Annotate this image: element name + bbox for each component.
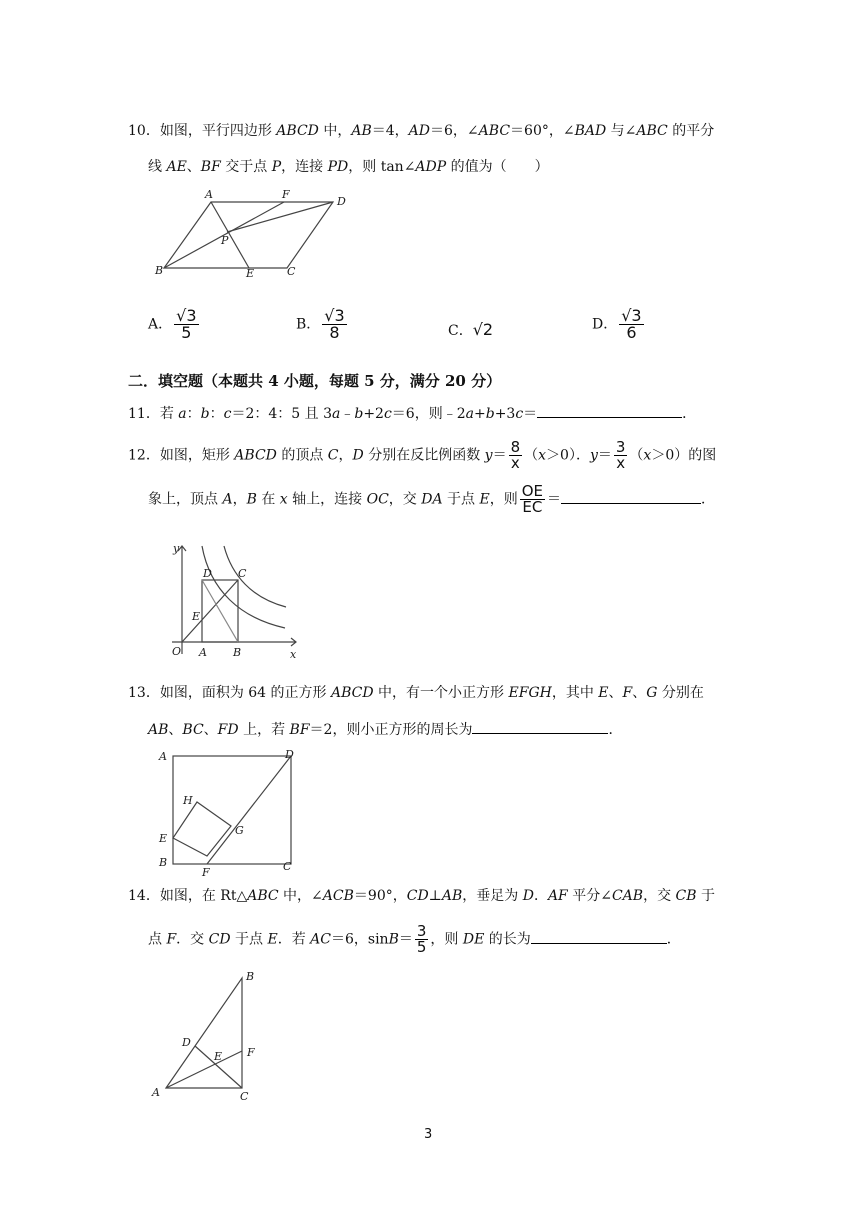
q14-number: 14． (128, 888, 160, 904)
math-variable: ADP (415, 159, 447, 175)
math-variable: b (485, 406, 495, 422)
text-run: ， (338, 447, 353, 464)
text-run: 于点 (230, 931, 268, 948)
label-a: A (159, 750, 167, 763)
text-run: 平分∠ (567, 888, 612, 904)
text-run: ， (232, 491, 247, 508)
option-c-value: √2 (472, 320, 494, 339)
math-variable: b (200, 406, 210, 422)
math-variable: DA (421, 491, 443, 508)
line-af (166, 1051, 242, 1088)
text-run: 轴上，连接 (287, 491, 367, 508)
text-run: 中，有一个小正方形 (373, 685, 509, 701)
text-run: 线 (148, 159, 167, 175)
math-variable: ABCD (234, 447, 277, 464)
text-run: 如图，平行四边形 (159, 123, 277, 139)
text-run: 中， (318, 123, 352, 139)
math-variable: a (331, 406, 341, 422)
text-run: ＞0）的图 (651, 447, 717, 464)
text-run: 如图，在 Rt△ (159, 888, 248, 904)
math-variable: CB (675, 888, 697, 904)
label-c: C (287, 265, 296, 278)
q11-line: 11．若 a：b：c＝2：4：5 且 3a﹣b+2c＝6，则﹣2a+b+3c＝ ． (128, 403, 696, 424)
label-d: D (285, 748, 294, 761)
text-run: 分别在反比例函数 (363, 447, 485, 464)
label-e: E (192, 610, 201, 623)
label-c: C (238, 567, 247, 580)
math-variable: CAB (611, 888, 644, 904)
q14-fraction-3-over-5: $\frac{3}{5}$ (416, 922, 427, 956)
label-h: H (183, 794, 193, 807)
q13-answer-blank[interactable] (472, 719, 608, 734)
text-run: 、 (608, 685, 623, 701)
square-efgh (173, 802, 231, 856)
line-oc (182, 580, 238, 642)
text-run: 与∠ (606, 123, 637, 139)
q12-number: 12． (128, 447, 160, 464)
triangle-abc (166, 978, 242, 1088)
label-b: B (155, 264, 164, 277)
math-variable: DE (462, 931, 485, 948)
text-run: 的顶点 (276, 447, 328, 464)
text-run: 于点 (442, 491, 480, 508)
q14-triangle-figure (148, 966, 268, 1106)
label-c: C (240, 1090, 249, 1103)
option-b[interactable]: B． $\frac{√3}{8}$ (296, 306, 345, 342)
text-run: ﹣ (340, 406, 355, 422)
text-run: 、 (168, 722, 183, 738)
math-variable: P (271, 159, 282, 175)
text-run: 的长为 (484, 931, 531, 948)
text-run: ＝ (597, 447, 612, 464)
math-variable: AB (148, 722, 169, 738)
text-run: （ (524, 447, 539, 464)
math-variable: y (589, 447, 598, 464)
text-run: 如图，面积为 64 的正方形 (159, 685, 331, 701)
math-variable: AF (547, 888, 568, 904)
text-run: 分别在 (657, 685, 704, 701)
text-run: +2 (363, 406, 384, 422)
math-variable: b (354, 406, 364, 422)
math-variable: EFGH (508, 685, 552, 701)
math-variable: c (223, 406, 232, 422)
option-c[interactable]: C．√2 (448, 320, 494, 339)
text-run: +3 (494, 406, 516, 422)
text-run: ，交 (388, 491, 422, 508)
text-run: ，则 tan∠ (348, 159, 416, 175)
q10-text-line2 (148, 159, 549, 175)
text-run: 、 (203, 722, 218, 738)
math-variable: AC (310, 931, 331, 948)
math-variable: AB (441, 888, 463, 904)
text-run: 中，∠ (278, 888, 323, 904)
text-run: 交于点 (220, 159, 272, 175)
math-variable: BC (182, 722, 204, 738)
option-b-den: 8 (322, 324, 346, 341)
text-run: ＝6，sin (330, 931, 389, 948)
label-e: E (214, 1050, 223, 1063)
text-run: ．交 (176, 931, 209, 948)
math-variable: CD (406, 888, 429, 904)
math-variable: ABC (636, 123, 668, 139)
math-variable: BF (200, 159, 221, 175)
text-run: ＝6，∠ (430, 123, 479, 139)
math-variable: x (279, 491, 288, 508)
text-run: 于 (696, 888, 715, 904)
q14-line2: 点 F．交 CD 于点 E．若 AC＝6，sinB＝ $\frac{3}{5}$ ，则 DE 的长为 ． (148, 922, 681, 956)
text-run: 、 (632, 685, 647, 701)
q12-fraction-3-over-x: $\frac{3}{x}$ (615, 438, 626, 472)
label-y: y (173, 542, 180, 555)
text-run: （ (629, 447, 644, 464)
math-variable: AB (351, 123, 372, 139)
section-2-title: 二．填空题（本题共 4 小题，每题 5 分，满分 20 分） (128, 372, 502, 390)
q12-rectangle-figure (160, 540, 305, 662)
label-a: A (205, 188, 213, 201)
text-run: 、 (186, 159, 201, 175)
q14-answer-blank[interactable] (531, 929, 667, 944)
text-run: ，连接 (281, 159, 328, 175)
q13-line2: AB、BC、FD 上，若 BF＝2，则小正方形的周长为 ． (148, 719, 622, 740)
text-run: ＝2：4：5 且 3 (231, 406, 332, 422)
text-run: ＝2，则小正方形的周长为 (309, 722, 473, 738)
text-run: 的值为（ ） (446, 159, 549, 175)
math-variable: BF (289, 722, 310, 738)
text-run: ⊥ (428, 888, 442, 904)
text-run: ＝6，则﹣2 (391, 406, 466, 422)
label-a: A (152, 1086, 160, 1099)
text-run: ，则 (489, 491, 518, 508)
math-variable: ABC (247, 888, 279, 904)
text-run: ，其中 (551, 685, 599, 701)
math-variable: AD (408, 123, 431, 139)
math-variable: y (484, 447, 493, 464)
label-f: F (202, 866, 210, 878)
label-b: B (246, 970, 255, 983)
text-run: ．若 (277, 931, 311, 948)
label-c: C (283, 860, 292, 873)
math-variable: D (522, 888, 534, 904)
q14-line1 (128, 886, 715, 906)
text-run: ，交 (643, 888, 676, 904)
label-f: F (247, 1046, 255, 1059)
label-d: D (182, 1036, 191, 1049)
math-variable: C (327, 447, 339, 464)
math-variable: AE (166, 159, 187, 175)
math-variable: E (598, 685, 609, 701)
label-x: x (290, 648, 297, 661)
math-variable: ABCD (331, 685, 374, 701)
option-a-num: √3 (176, 306, 197, 325)
text-run: + (473, 406, 486, 422)
math-variable: ACB (322, 888, 354, 904)
math-variable: E (479, 491, 490, 508)
math-variable: B (388, 931, 399, 948)
parallelogram-abcd (164, 202, 333, 268)
option-a[interactable]: A． $\frac{√3}{5}$ (148, 306, 197, 342)
text-run: ＝4， (371, 123, 409, 139)
q11-number: 11． (128, 406, 160, 422)
label-d: D (337, 195, 346, 208)
label-b: B (233, 646, 242, 659)
text-run: ，垂足为 (462, 888, 523, 904)
text-run: 在 (256, 491, 280, 508)
line-fd (207, 756, 291, 864)
q13-number: 13． (128, 685, 160, 701)
math-variable: G (646, 685, 658, 701)
q10-text-line1 (160, 123, 714, 139)
math-variable: a (465, 406, 474, 422)
math-variable: x (643, 447, 652, 464)
q12-fraction-8-over-x: $\frac{8}{x}$ (510, 438, 521, 472)
math-variable: D (352, 447, 364, 464)
text-run: ． (533, 888, 548, 904)
text-run: 上，若 (238, 722, 290, 738)
math-variable: ABCD (276, 123, 319, 139)
q12-answer-blank[interactable] (561, 489, 701, 504)
q12-line1 (128, 440, 716, 471)
math-variable: A (222, 491, 233, 508)
q10-number: 10． (128, 123, 160, 139)
q10-parallelogram-figure (150, 188, 350, 280)
q11-answer-blank[interactable] (537, 403, 682, 418)
text-run: ＝ (398, 931, 413, 948)
math-variable: E (267, 931, 278, 948)
text-run: 若 (159, 406, 179, 422)
label-d: D (203, 567, 212, 580)
q12-fraction-oe-over-ec: $\frac{OE}{EC}$ (521, 482, 544, 516)
option-d[interactable]: D． $\frac{√3}{6}$ (592, 306, 642, 342)
text-run: ，则 (430, 931, 463, 948)
math-variable: CD (208, 931, 231, 948)
option-a-den: 5 (174, 324, 198, 341)
math-variable: F (622, 685, 633, 701)
line-pd (227, 202, 333, 232)
math-variable: BAD (574, 123, 607, 139)
q11-text (160, 406, 537, 422)
text-run: ＞0）． (546, 447, 590, 464)
q13-square-figure (155, 746, 305, 878)
text-run: ＝ (523, 406, 538, 422)
text-run: ： (209, 406, 224, 422)
option-b-num: √3 (324, 306, 345, 325)
math-variable: OC (366, 491, 389, 508)
math-variable: PD (327, 159, 349, 175)
math-variable: a (178, 406, 187, 422)
label-a: A (199, 646, 207, 659)
q10-line2 (148, 157, 549, 177)
label-g: G (235, 824, 244, 837)
text-run: ： (186, 406, 201, 422)
curve-3-over-x (202, 546, 285, 628)
page-number: 3 (424, 1127, 433, 1142)
q10-line1 (128, 121, 714, 141)
math-variable: FD (217, 722, 239, 738)
math-variable: c (515, 406, 524, 422)
text-run: 的平分 (667, 123, 715, 139)
q12-line2: 象上，顶点 A，B 在 x 轴上，连接 OC，交 DA 于点 E，则 $\frac{OE}{EC}$ ＝ ． (148, 482, 716, 516)
math-variable: c (383, 406, 392, 422)
option-d-den: 6 (619, 324, 643, 341)
label-b: B (159, 856, 168, 869)
label-p: P (221, 234, 229, 247)
label-e: E (246, 267, 255, 280)
math-variable: ABC (478, 123, 511, 139)
math-variable: x (538, 447, 547, 464)
label-o: O (172, 645, 182, 658)
line-ae (211, 202, 249, 268)
curve-8-over-x (224, 546, 286, 607)
math-variable: F (166, 931, 177, 948)
math-variable: B (246, 491, 257, 508)
text-run: 如图，矩形 (159, 447, 235, 464)
option-d-num: √3 (621, 306, 642, 325)
text-run: 象上，顶点 (148, 491, 223, 508)
label-e: E (159, 832, 168, 845)
label-f: F (282, 188, 290, 201)
text-run: 点 (148, 931, 167, 948)
text-run: ＝90°， (353, 888, 407, 904)
text-run: ＝60°，∠ (510, 123, 575, 139)
q13-line1 (128, 683, 704, 703)
text-run: ＝ (492, 447, 507, 464)
